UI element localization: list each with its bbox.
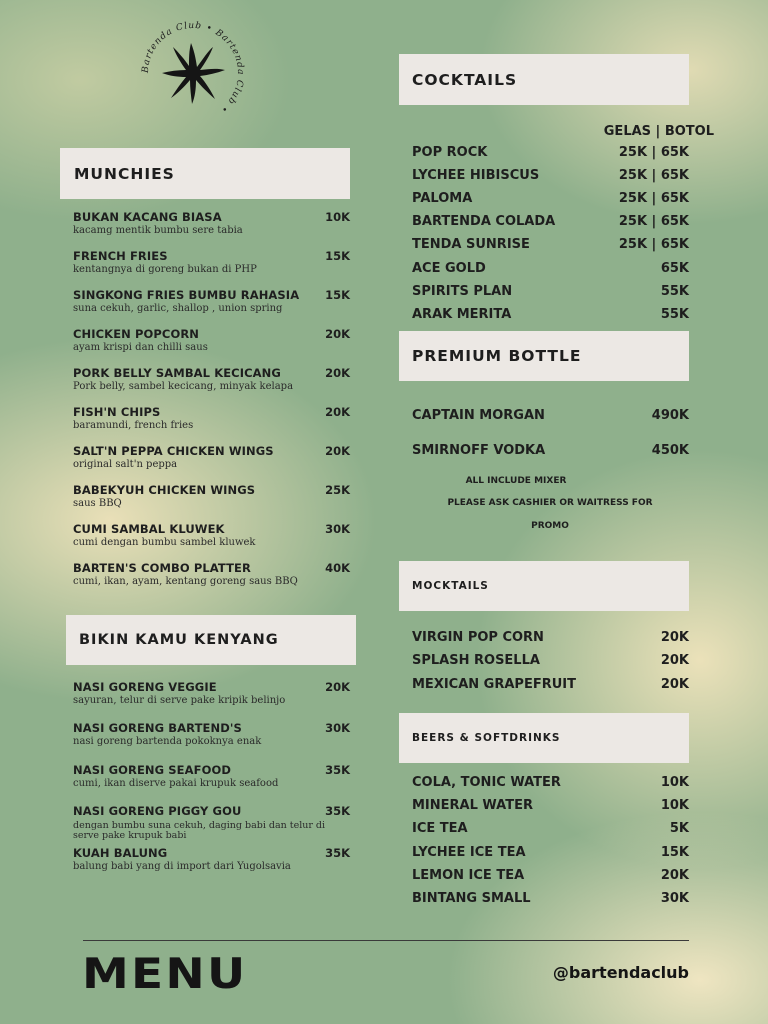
menu-row	[412, 443, 689, 458]
menu-row	[412, 191, 689, 206]
menu-row-price: 5K	[669, 821, 689, 836]
menu-item	[73, 444, 350, 470]
menu-item-name: FRENCH FRIES	[73, 249, 168, 263]
menu-row-name: VIRGIN POP CORN	[412, 630, 544, 645]
menu-item-name: KUAH BALUNG	[73, 846, 168, 860]
menu-row	[412, 145, 689, 160]
menu-row	[412, 168, 689, 183]
premium-title: PREMIUM BOTTLE	[412, 347, 582, 365]
premium-note-mixer: ALL INCLUDE MIXER	[465, 476, 567, 486]
menu-row-price: 55K	[660, 307, 689, 322]
menu-item	[73, 680, 350, 706]
menu-item-price: 20K	[325, 444, 350, 458]
menu-row	[412, 408, 689, 423]
menu-item-price: 35K	[325, 763, 350, 777]
menu-item-name: BARTEN'S COMBO PLATTER	[73, 561, 251, 575]
menu-row	[412, 237, 689, 252]
menu-row	[412, 677, 689, 692]
menu-item-price: 30K	[325, 721, 350, 735]
menu-row-price: 450K	[651, 443, 689, 458]
menu-item-row	[73, 444, 350, 458]
menu-item	[73, 846, 350, 872]
menu-row	[412, 214, 689, 229]
menu-item-name: NASI GORENG VEGGIE	[73, 680, 217, 694]
menu-row-price: 10K	[660, 798, 689, 813]
menu-item	[73, 561, 350, 587]
menu-item	[73, 249, 350, 275]
menu-row-name: LEMON ICE TEA	[412, 868, 525, 883]
menu-item-name: NASI GORENG PIGGY GOU	[73, 804, 242, 818]
menu-item	[73, 366, 350, 392]
menu-item-row	[73, 561, 350, 575]
menu-row-name: ACE GOLD	[412, 261, 486, 276]
menu-item-description: sayuran, telur di serve pake kripik belinjo	[73, 695, 286, 706]
menu-item	[73, 763, 350, 789]
menu-item-price: 20K	[325, 405, 350, 419]
menu-item-description: balung babi yang di import dari Yugolsavia	[73, 861, 291, 872]
menu-item	[73, 288, 350, 314]
menu-item-row	[73, 804, 350, 818]
menu-item-row	[73, 210, 350, 224]
menu-item-name: PORK BELLY SAMBAL KECICANG	[73, 366, 281, 380]
menu-row-name: BARTENDA COLADA	[412, 214, 556, 229]
menu-row-name: ARAK MERITA	[412, 307, 512, 322]
cocktails-column-header: GELAS | BOTOL	[603, 124, 714, 139]
menu-row-price: 30K	[660, 891, 689, 906]
menu-item-name: NASI GORENG BARTEND'S	[73, 721, 242, 735]
menu-row-price: 65K	[660, 261, 689, 276]
menu-item-name: CUMI SAMBAL KLUWEK	[73, 522, 225, 536]
cocktails-header	[399, 54, 689, 105]
munchies-title: MUNCHIES	[74, 164, 175, 183]
menu-item-description: kacamg mentik bumbu sere tabia	[73, 225, 243, 236]
menu-row-name: LYCHEE ICE TEA	[412, 845, 526, 860]
menu-row-name: BINTANG SMALL	[412, 891, 531, 906]
menu-item-name: CHICKEN POPCORN	[73, 327, 200, 341]
menu-item-description: ayam krispi dan chilli saus	[73, 342, 208, 353]
menu-item-row	[73, 680, 350, 694]
menu-row-name: ICE TEA	[412, 821, 468, 836]
menu-row-price: 25K | 65K	[618, 191, 689, 206]
menu-item-description: Pork belly, sambel kecicang, minyak kelapa	[73, 381, 294, 392]
menu-item-price: 15K	[325, 288, 350, 302]
premium-header	[399, 331, 689, 381]
menu-item-name: SINGKONG FRIES BUMBU RAHASIA	[73, 288, 300, 302]
menu-item-description: cumi, ikan diserve pakai krupuk seafood	[73, 778, 279, 789]
menu-row-name: COLA, TONIC WATER	[412, 775, 561, 790]
menu-item-name: FISH'N CHIPS	[73, 405, 161, 419]
menu-row	[412, 891, 689, 906]
menu-item-description: baramundi, french fries	[73, 420, 194, 431]
menu-row-name: PALOMA	[412, 191, 473, 206]
menu-item-price: 35K	[325, 804, 350, 818]
menu-item-description: cumi dengan bumbu sambel kluwek	[73, 537, 256, 548]
menu-item-price: 25K	[325, 483, 350, 497]
menu-row-price: 20K	[660, 677, 689, 692]
menu-item-description: suna cekuh, garlic, shallop , union spring	[73, 303, 283, 314]
menu-item	[73, 721, 350, 747]
kenyang-title: BIKIN KAMU KENYANG	[79, 632, 279, 648]
menu-item-row	[73, 327, 350, 341]
menu-item	[73, 210, 350, 236]
menu-row-price: 25K | 65K	[618, 168, 689, 183]
menu-item-row	[73, 483, 350, 497]
menu-item-row	[73, 721, 350, 735]
beers-title: BEERS & SOFTDRINKS	[412, 732, 561, 744]
menu-item-price: 40K	[325, 561, 350, 575]
menu-row-name: MINERAL WATER	[412, 798, 533, 813]
menu-row-price: 20K	[660, 868, 689, 883]
menu-item	[73, 405, 350, 431]
menu-item-row	[73, 366, 350, 380]
cocktails-title: COCKTAILS	[412, 70, 518, 89]
menu-item-description: kentangnya di goreng bukan di PHP	[73, 264, 257, 275]
mocktails-header	[399, 561, 689, 611]
menu-row-price: 20K	[660, 653, 689, 668]
mocktails-title: MOCKTAILS	[412, 580, 489, 592]
menu-row	[412, 775, 689, 790]
menu-item-price: 20K	[325, 366, 350, 380]
menu-item-price: 10K	[325, 210, 350, 224]
menu-item-name: NASI GORENG SEAFOOD	[73, 763, 231, 777]
menu-row-name: TENDA SUNRISE	[412, 237, 530, 252]
menu-item-row	[73, 763, 350, 777]
menu-item-description: original salt'n peppa	[73, 459, 178, 470]
munchies-header	[60, 148, 350, 199]
menu-row-price: 55K	[660, 284, 689, 299]
menu-row	[412, 307, 689, 322]
menu-item-name: BABEKYUH CHICKEN WINGS	[73, 483, 256, 497]
menu-item	[73, 522, 350, 548]
footer-divider	[83, 940, 689, 941]
menu-item-row	[73, 846, 350, 860]
menu-item-price: 20K	[325, 327, 350, 341]
menu-row-name: POP ROCK	[412, 145, 488, 160]
menu-item-price: 35K	[325, 846, 350, 860]
menu-row	[412, 284, 689, 299]
menu-row	[412, 798, 689, 813]
menu-row	[412, 821, 689, 836]
menu-row	[412, 653, 689, 668]
menu-row-name: SPLASH ROSELLA	[412, 653, 540, 668]
menu-item-price: 30K	[325, 522, 350, 536]
premium-note-promo: PROMO	[531, 521, 569, 531]
menu-item-name: BUKAN KACANG BIASA	[73, 210, 222, 224]
menu-row	[412, 630, 689, 645]
menu-row	[412, 261, 689, 276]
footer-menu-title: MENU	[82, 949, 248, 998]
menu-item	[73, 483, 350, 509]
premium-note-ask: PLEASE ASK CASHIER OR WAITRESS FOR	[447, 498, 653, 508]
menu-row-name: SPIRITS PLAN	[412, 284, 513, 299]
menu-row-price: 25K | 65K	[618, 237, 689, 252]
menu-item	[73, 327, 350, 353]
menu-row-name: MEXICAN GRAPEFRUIT	[412, 677, 576, 692]
menu-item-name: SALT'N PEPPA CHICKEN WINGS	[73, 444, 274, 458]
menu-row-price: 15K	[660, 845, 689, 860]
menu-item-price: 20K	[325, 680, 350, 694]
logo-ring-text: Bartenda Club • Bartenda Club •	[140, 20, 246, 115]
menu-row-name: CAPTAIN MORGAN	[412, 408, 545, 423]
menu-row	[412, 868, 689, 883]
bartenda-logo	[136, 16, 250, 130]
menu-item-row	[73, 249, 350, 263]
menu-row-price: 10K	[660, 775, 689, 790]
menu-row-price: 25K | 65K	[618, 214, 689, 229]
menu-item-row	[73, 288, 350, 302]
menu-item-description: nasi goreng bartenda pokoknya enak	[73, 736, 262, 747]
menu-row-price: 20K	[660, 630, 689, 645]
menu-item-row	[73, 405, 350, 419]
menu-item-description: cumi, ikan, ayam, kentang goreng saus BBQ	[73, 576, 298, 587]
star-logo-icon	[136, 16, 250, 130]
menu-item-price: 15K	[325, 249, 350, 263]
menu-item-row	[73, 522, 350, 536]
beers-header	[399, 713, 689, 763]
menu-row-name: LYCHEE HIBISCUS	[412, 168, 540, 183]
menu-row	[412, 845, 689, 860]
kenyang-header	[66, 615, 356, 665]
footer-social-handle: @bartendaclub	[552, 963, 689, 982]
menu-item-description: saus BBQ	[73, 498, 122, 509]
menu-row-name: SMIRNOFF VODKA	[412, 443, 546, 458]
menu-row-price: 490K	[651, 408, 689, 423]
menu-item	[73, 804, 350, 840]
menu-item-description: dengan bumbu suna cekuh, daging babi dan telur di serve pake krupuk babi	[73, 820, 326, 841]
menu-row-price: 25K | 65K	[618, 145, 689, 160]
